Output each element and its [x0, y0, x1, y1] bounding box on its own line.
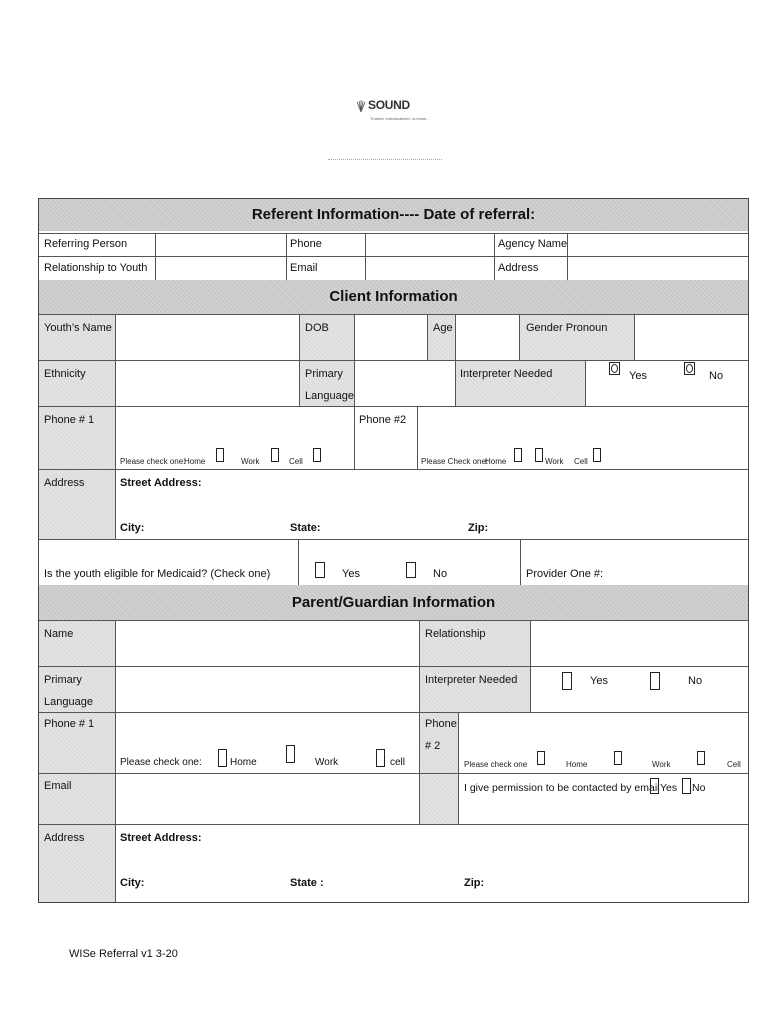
phone2-home-label: Home	[485, 457, 507, 466]
guardian-interpreter-label: Interpreter Needed	[425, 674, 518, 686]
guardian-street-label: Street Address:	[120, 832, 202, 844]
client-state-label: State:	[290, 522, 321, 534]
guardian-phone2-work-label: Work	[652, 760, 671, 769]
interpreter-needed-label: Interpreter Needed	[460, 368, 553, 380]
guardian-phone2-check-label: Please check one	[464, 760, 528, 769]
email-permission-text: I give permission to be contacted by email	[464, 782, 660, 794]
guardian-email-label: Email	[44, 780, 72, 792]
phone1-work-label: Work	[241, 457, 260, 466]
guardian-phone1-cell-label: cell	[390, 757, 406, 768]
guardian-relationship-label: Relationship	[425, 628, 486, 640]
referent-email-label: Email	[290, 262, 318, 274]
ethnicity-label: Ethnicity	[44, 368, 86, 380]
footer-version: WISe Referral v1 3-20	[69, 948, 178, 960]
guardian-name-label: Name	[44, 628, 74, 640]
primary-language-label-1: Primary	[305, 368, 343, 380]
primary-language-label-2: Language	[305, 390, 354, 402]
dob-label: DOB	[305, 322, 329, 334]
interpreter-no-label: No	[709, 370, 724, 382]
phone2-cell-label: Cell	[574, 457, 588, 466]
medicaid-question: Is the youth eligible for Medicaid? (Check one)	[44, 568, 271, 580]
client-city-label: City:	[120, 522, 145, 534]
guardian-phone2-label-2: # 2	[425, 740, 441, 752]
relationship-label: Relationship to Youth	[44, 262, 148, 274]
phone2-label: Phone #2	[359, 414, 407, 426]
email-permission-yes-label: Yes	[660, 782, 678, 794]
logo-tagline: Trusted, individualized, in-home...	[370, 116, 430, 121]
signature-line	[328, 159, 442, 160]
provider-one-label: Provider One #:	[526, 568, 604, 580]
phone2-work-label: Work	[545, 457, 564, 466]
phone1-home-label: Home	[184, 457, 206, 466]
guardian-phone1-home-label: Home	[230, 757, 257, 768]
phone1-label: Phone # 1	[44, 414, 95, 426]
client-zip-label: Zip:	[468, 522, 489, 534]
gender-pronoun-label: Gender Pronoun	[526, 322, 608, 334]
sound-logo	[356, 98, 430, 128]
youths-name-label: Youth’s Name	[44, 322, 112, 334]
client-address-label: Address	[44, 477, 85, 489]
guardian-phone2-home-label: Home	[566, 760, 588, 769]
guardian-title: Parent/Guardian Information	[291, 594, 496, 611]
medicaid-yes-label: Yes	[342, 568, 360, 580]
phone1-check-label: Please check one:	[120, 457, 186, 466]
agency-name-label: Agency Name	[498, 238, 568, 250]
guardian-interpreter-yes-label: Yes	[590, 675, 608, 687]
guardian-interpreter-no-label: No	[688, 675, 703, 687]
referent-phone-label: Phone	[290, 238, 322, 250]
guardian-phone1-check-label: Please check one:	[120, 757, 202, 768]
guardian-phone2-label-1: Phone	[425, 718, 457, 730]
guardian-zip-label: Zip:	[464, 877, 485, 889]
guardian-state-label: State :	[290, 877, 324, 889]
guardian-phone1-label: Phone # 1	[44, 718, 95, 730]
logo-name: SOUND	[368, 98, 410, 112]
guardian-language-label-1: Primary	[44, 674, 82, 686]
guardian-city-label: City:	[120, 877, 145, 889]
medicaid-no-label: No	[433, 568, 448, 580]
phone1-cell-label: Cell	[289, 457, 303, 466]
logo-rays-icon	[356, 100, 366, 112]
referring-person-label: Referring Person	[44, 238, 128, 250]
referent-address-label: Address	[498, 262, 539, 274]
referent-title: Referent Information---- Date of referral:	[251, 206, 536, 223]
client-street-label: Street Address:	[120, 477, 202, 489]
age-label: Age	[433, 322, 453, 334]
guardian-language-label-2: Language	[44, 696, 93, 708]
email-permission-no-label: No	[692, 782, 706, 794]
phone2-check-label: Please Check one:	[421, 457, 489, 466]
interpreter-yes-label: Yes	[629, 370, 647, 382]
form-frame	[38, 198, 749, 903]
client-title: Client Information	[329, 288, 458, 305]
guardian-phone2-cell-label: Cell	[727, 760, 741, 769]
guardian-address-label: Address	[44, 832, 85, 844]
guardian-phone1-work-label: Work	[315, 757, 339, 768]
